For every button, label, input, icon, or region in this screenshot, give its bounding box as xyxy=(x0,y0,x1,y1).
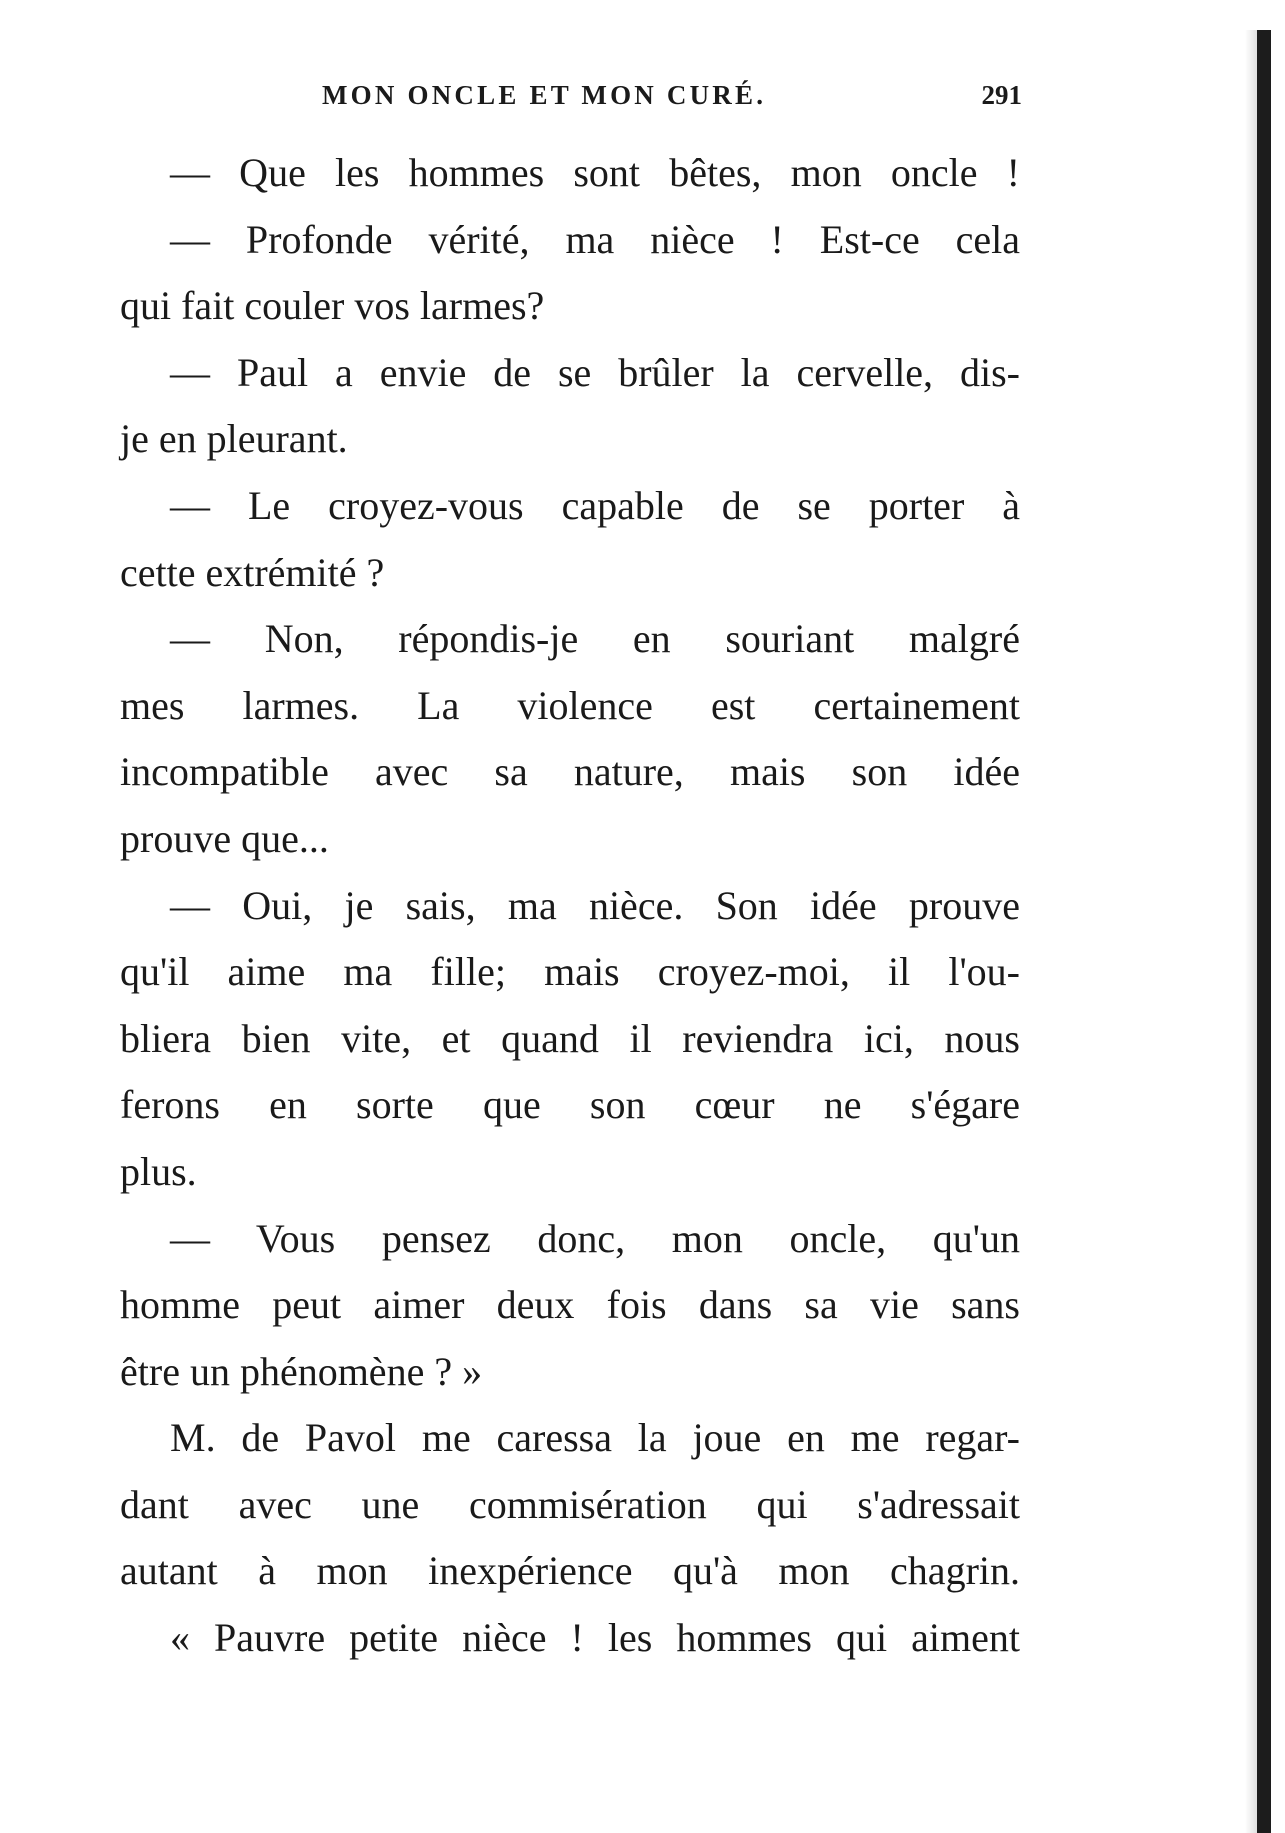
text-line: mes larmes. La violence est certainement xyxy=(120,682,1020,728)
text-line: — Non, répondis-je en souriant malgré xyxy=(170,616,1020,662)
text-line: — Que les hommes sont bêtes, mon oncle ! xyxy=(170,150,1020,195)
text-line: homme peut aimer deux fois dans sa vie sans xyxy=(120,1282,1020,1328)
page-edge-shadow xyxy=(1245,30,1257,1833)
book-spine-edge xyxy=(1257,30,1271,1833)
text-line: — Paul a envie de se brûler la cervelle, dis- xyxy=(170,349,1020,395)
text-line: cette extrémité ? xyxy=(120,549,385,595)
text-line: qui fait couler vos larmes? xyxy=(120,283,545,329)
text-line: autant à mon inexpérience qu'à mon chagrin. xyxy=(120,1548,1020,1594)
text-line: ferons en sorte que son cœur ne s'égare xyxy=(120,1082,1020,1128)
running-head xyxy=(322,80,1022,120)
text-line: — Le croyez-vous capable de se porter à xyxy=(170,482,1020,528)
text-line: — Vous pensez donc, mon oncle, qu'un xyxy=(170,1215,1020,1261)
text-line: qu'il aime ma fille; mais croyez-moi, il l'ou- xyxy=(120,949,1020,995)
text-line: bliera bien vite, et quand il reviendra ici, nous xyxy=(120,1015,1020,1061)
text-line: incompatible avec sa nature, mais son idée xyxy=(120,749,1020,795)
text-line: M. de Pavol me caressa la joue en me regar- xyxy=(170,1415,1020,1461)
text-line: être un phénomène ? » xyxy=(120,1348,483,1394)
body-text xyxy=(120,140,1020,1672)
text-line: « Pauvre petite nièce ! les hommes qui aiment xyxy=(170,1615,1020,1661)
running-title: MON ONCLE ET MON CURÉ. xyxy=(322,80,767,110)
page-number: 291 xyxy=(981,80,1022,110)
text-line: prouve que... xyxy=(120,815,329,861)
text-line: — Oui, je sais, ma nièce. Son idée prouve xyxy=(170,882,1020,928)
text-line: dant avec une commisération qui s'adressait xyxy=(120,1481,1020,1527)
text-line: — Profonde vérité, ma nièce ! Est-ce cela xyxy=(170,216,1020,262)
text-line: plus. xyxy=(120,1148,197,1194)
text-line: je en pleurant. xyxy=(120,416,348,462)
